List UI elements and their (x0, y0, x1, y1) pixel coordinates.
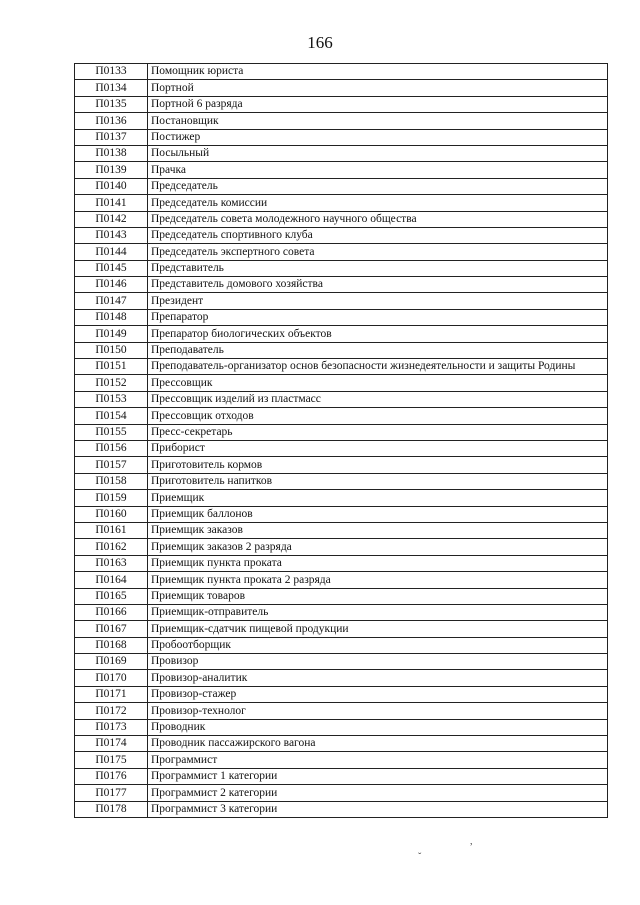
row-code: П0161 (75, 522, 148, 538)
row-title: Приемщик (148, 490, 608, 506)
row-code: П0160 (75, 506, 148, 522)
row-title: Председатель экспертного совета (148, 244, 608, 260)
row-code: П0153 (75, 391, 148, 407)
table-row (75, 309, 608, 325)
row-title: Приемщик заказов 2 разряда (148, 539, 608, 555)
row-title: Прессовщик изделий из пластмасс (148, 391, 608, 407)
row-code: П0177 (75, 785, 148, 801)
row-title: Портной 6 разряда (148, 96, 608, 112)
row-code: П0152 (75, 375, 148, 391)
job-titles-table (74, 63, 608, 818)
row-title: Приемщик-сдатчик пищевой продукции (148, 621, 608, 637)
row-code: П0172 (75, 703, 148, 719)
row-code: П0148 (75, 309, 148, 325)
row-code: П0156 (75, 440, 148, 456)
row-code: П0139 (75, 162, 148, 178)
row-title: Постановщик (148, 113, 608, 129)
table-row (75, 293, 608, 309)
table-row (75, 522, 608, 538)
row-code: П0133 (75, 64, 148, 80)
row-title: Программист 3 категории (148, 801, 608, 817)
row-title: Преподаватель-организатор основ безопасности жизнедеятельности и защиты Родины (148, 359, 608, 375)
table-row (75, 572, 608, 588)
table-row (75, 752, 608, 768)
table-row (75, 768, 608, 784)
table-row (75, 277, 608, 293)
table-row (75, 637, 608, 653)
row-code: П0149 (75, 326, 148, 342)
scan-speck: ˇ (418, 852, 422, 863)
row-title: Провизор-технолог (148, 703, 608, 719)
table-row (75, 211, 608, 227)
row-title: Прессовщик отходов (148, 408, 608, 424)
row-title: Председатель комиссии (148, 195, 608, 211)
table-row (75, 129, 608, 145)
row-title: Председатель совета молодежного научного общества (148, 211, 608, 227)
row-title: Портной (148, 80, 608, 96)
row-title: Прачка (148, 162, 608, 178)
table-row (75, 342, 608, 358)
table-row (75, 621, 608, 637)
row-code: П0170 (75, 670, 148, 686)
row-title: Представитель (148, 260, 608, 276)
row-title: Постижер (148, 129, 608, 145)
table-row (75, 244, 608, 260)
row-title: Провизор-стажер (148, 686, 608, 702)
table-row (75, 195, 608, 211)
table-row (75, 359, 608, 375)
row-title: Приготовитель напитков (148, 473, 608, 489)
table-row (75, 457, 608, 473)
row-title: Пресс-секретарь (148, 424, 608, 440)
table-row (75, 490, 608, 506)
table-row (75, 506, 608, 522)
table-row (75, 440, 608, 456)
row-code: П0135 (75, 96, 148, 112)
row-title: Председатель (148, 178, 608, 194)
scan-speck: , (470, 836, 473, 847)
row-code: П0140 (75, 178, 148, 194)
row-code: П0165 (75, 588, 148, 604)
table-row (75, 736, 608, 752)
row-code: П0175 (75, 752, 148, 768)
table-row (75, 162, 608, 178)
table-row (75, 408, 608, 424)
row-code: П0162 (75, 539, 148, 555)
table-row (75, 555, 608, 571)
row-title: Препаратор биологических объектов (148, 326, 608, 342)
row-code: П0163 (75, 555, 148, 571)
table-row (75, 604, 608, 620)
table-row (75, 539, 608, 555)
table-row (75, 801, 608, 817)
table-row (75, 227, 608, 243)
row-title: Посыльный (148, 145, 608, 161)
row-code: П0151 (75, 359, 148, 375)
table-row (75, 96, 608, 112)
table-row (75, 391, 608, 407)
table-row (75, 588, 608, 604)
row-title: Приборист (148, 440, 608, 456)
row-code: П0155 (75, 424, 148, 440)
row-code: П0145 (75, 260, 148, 276)
row-title: Прессовщик (148, 375, 608, 391)
page-number: 166 (307, 33, 333, 52)
row-code: П0136 (75, 113, 148, 129)
row-code: П0146 (75, 277, 148, 293)
row-title: Приемщик пункта проката (148, 555, 608, 571)
row-code: П0144 (75, 244, 148, 260)
row-code: П0173 (75, 719, 148, 735)
row-title: Программист 2 категории (148, 785, 608, 801)
row-title: Приемщик-отправитель (148, 604, 608, 620)
row-code: П0134 (75, 80, 148, 96)
row-code: П0158 (75, 473, 148, 489)
row-title: Проводник (148, 719, 608, 735)
row-code: П0174 (75, 736, 148, 752)
row-title: Провизор (148, 654, 608, 670)
row-code: П0166 (75, 604, 148, 620)
row-code: П0150 (75, 342, 148, 358)
table-row (75, 178, 608, 194)
row-code: П0142 (75, 211, 148, 227)
row-code: П0169 (75, 654, 148, 670)
row-title: Приемщик заказов (148, 522, 608, 538)
table-row (75, 424, 608, 440)
table-row (75, 473, 608, 489)
table-row (75, 64, 608, 80)
row-code: П0178 (75, 801, 148, 817)
table-row (75, 80, 608, 96)
row-code: П0176 (75, 768, 148, 784)
table-row (75, 686, 608, 702)
table-row (75, 703, 608, 719)
table-row (75, 326, 608, 342)
table-row (75, 654, 608, 670)
row-title: Приготовитель кормов (148, 457, 608, 473)
row-code: П0143 (75, 227, 148, 243)
row-code: П0141 (75, 195, 148, 211)
row-title: Приемщик товаров (148, 588, 608, 604)
row-title: Программист (148, 752, 608, 768)
row-title: Приемщик баллонов (148, 506, 608, 522)
row-code: П0138 (75, 145, 148, 161)
row-code: П0167 (75, 621, 148, 637)
row-title: Препаратор (148, 309, 608, 325)
row-title: Помощник юриста (148, 64, 608, 80)
row-title: Программист 1 категории (148, 768, 608, 784)
table-row (75, 113, 608, 129)
row-title: Преподаватель (148, 342, 608, 358)
row-code: П0137 (75, 129, 148, 145)
row-title: Пробоотборщик (148, 637, 608, 653)
table-row (75, 145, 608, 161)
row-code: П0147 (75, 293, 148, 309)
table-row (75, 670, 608, 686)
job-titles-table-body (75, 64, 608, 818)
row-code: П0159 (75, 490, 148, 506)
row-title: Приемщик пункта проката 2 разряда (148, 572, 608, 588)
table-row (75, 375, 608, 391)
row-code: П0154 (75, 408, 148, 424)
table-row (75, 719, 608, 735)
row-title: Провизор-аналитик (148, 670, 608, 686)
row-title: Представитель домового хозяйства (148, 277, 608, 293)
row-code: П0164 (75, 572, 148, 588)
row-title: Проводник пассажирского вагона (148, 736, 608, 752)
row-code: П0168 (75, 637, 148, 653)
table-row (75, 785, 608, 801)
row-code: П0171 (75, 686, 148, 702)
row-title: Президент (148, 293, 608, 309)
table-row (75, 260, 608, 276)
row-code: П0157 (75, 457, 148, 473)
row-title: Председатель спортивного клуба (148, 227, 608, 243)
